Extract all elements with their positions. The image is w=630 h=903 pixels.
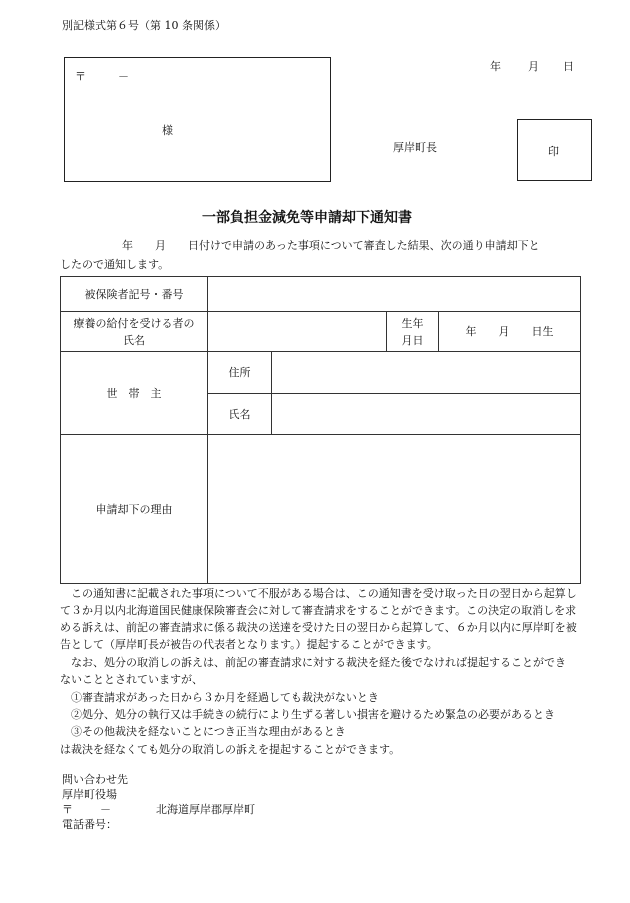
notice-p1-line-4: 告として（厚岸町長が被告の代表者となります。）提起することができます。 [60, 638, 438, 651]
contact-postal-mark: 〒 [62, 803, 73, 816]
household-head-label: 世 帯 主 [61, 352, 208, 435]
date-year: 年 [490, 60, 501, 73]
postal-mark: 〒 [75, 70, 86, 83]
date-day: 日 [563, 60, 574, 73]
contact-address: 北海道厚岸郡厚岸町 [156, 803, 255, 816]
contact-phone-label: 電話番号： [62, 818, 117, 831]
rejection-reason-field[interactable] [208, 435, 581, 584]
notice-p2-line-2: ないこととされていますが、 [60, 673, 203, 686]
recipient-name-label [61, 312, 208, 352]
postal-dash: － [118, 70, 129, 83]
contact-office: 厚岸町役場 [62, 788, 117, 801]
contact-heading: 問い合わせ先 [62, 773, 128, 786]
birth-date-label [387, 312, 439, 352]
recipient-honorific: 様 [162, 124, 173, 137]
birth-label-line-1: 生年 [401, 316, 424, 330]
recipient-label-line-1: 療養の給付を受ける者の [73, 316, 195, 330]
household-address-label: 住所 [208, 352, 272, 394]
date-month: 月 [528, 60, 539, 73]
intro-line-1: 年 月 日付けで申請のあった事項について審査した結果、次の通り申請却下と [122, 239, 540, 252]
notice-p1-line-2: て３か月以内北海道国民健康保険審査会に対して審査請求をすることができます。この決定の取消しを求 [60, 604, 577, 617]
household-name-field[interactable] [272, 394, 581, 435]
contact-postal-dash: － [100, 803, 111, 816]
intro-line-2: したので通知します。 [60, 258, 170, 271]
notice-p2-line-1: なお、処分の取消しの訴えは、前記の審査請求に対する裁決を経た後でなければ提起することができ [60, 656, 566, 669]
notice-item-3: ③その他裁決を経ないことにつき正当な理由があるとき [60, 725, 346, 738]
birth-date-value: 年 月 日生 [439, 312, 581, 352]
form-label: 別記様式第６号（第 10 条関係） [62, 19, 226, 32]
notice-item-2: ②処分、処分の執行又は手続きの続行により生ずる著しい損害を避けるため緊急の必要があるとき [60, 708, 555, 721]
notice-p1-line-3: める訴えは、前記の審査請求に係る裁決の送達を受けた日の翌日から起算して、６か月以内に厚岸町を被 [60, 621, 577, 634]
insured-number-field[interactable] [208, 277, 581, 312]
issuer-name: 厚岸町長 [393, 141, 437, 154]
recipient-name-field[interactable] [208, 312, 387, 352]
household-name-label: 氏名 [208, 394, 272, 435]
notice-closing: は裁決を経なくても処分の取消しの訴えを提起することができます。 [60, 743, 401, 756]
insured-number-label: 被保険者記号・番号 [61, 277, 208, 312]
application-form-table [60, 276, 581, 584]
seal-mark: 印 [548, 145, 559, 158]
household-address-field[interactable] [272, 352, 581, 394]
notice-item-1: ①審査請求があった日から３か月を経過しても裁決がないとき [60, 691, 379, 704]
seal-box [517, 119, 592, 181]
rejection-reason-label: 申請却下の理由 [61, 435, 208, 584]
recipient-label-line-2: 氏名 [123, 333, 145, 347]
document-title: 一部負担金減免等申請却下通知書 [202, 210, 412, 226]
notice-p1-line-1: この通知書に記載された事項について不服がある場合は、この通知書を受け取った日の翌日から起算し [60, 587, 577, 600]
address-box [64, 57, 331, 182]
birth-label-line-2: 月日 [401, 333, 424, 347]
